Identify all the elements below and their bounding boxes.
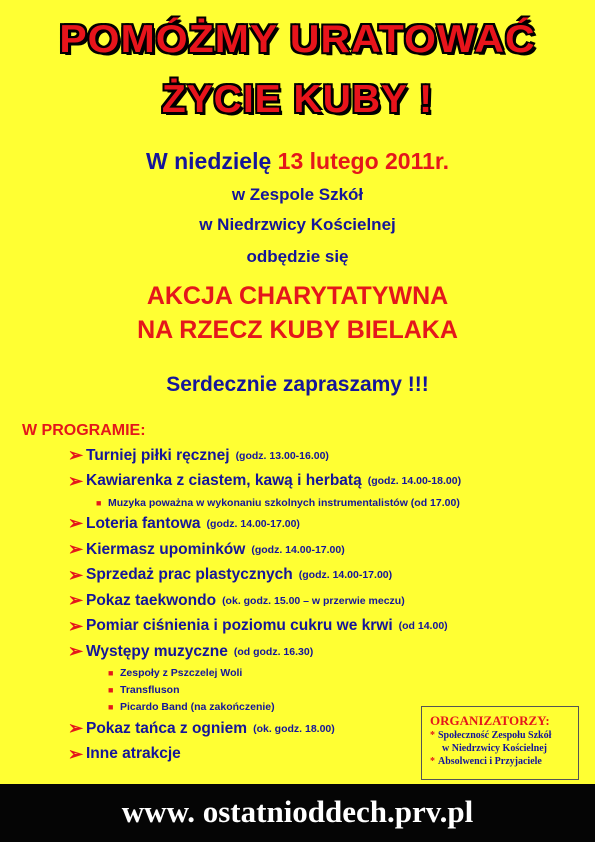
program-item-label: Inne atrakcje — [86, 745, 181, 763]
program-item-note: (godz. 14.00-18.00) — [367, 475, 462, 488]
footer-bar — [0, 784, 595, 842]
program-subitem-label: Muzyka poważna w wykonaniu szkolnych instrumentalistów (od 17.00) — [108, 496, 460, 509]
asterisk-icon: * — [430, 730, 435, 741]
program-item-note: (ok. godz. 18.00) — [253, 722, 335, 735]
program-item — [68, 443, 588, 469]
arrow-right-icon: ➢ — [68, 590, 84, 611]
arrow-right-icon: ➢ — [68, 445, 84, 466]
location-line-2: w Niedrzwicy Kościelnej — [199, 215, 396, 234]
program-item-note: (od godz. 16.30) — [233, 645, 314, 658]
asterisk-icon: * — [430, 756, 435, 767]
program-item — [68, 469, 588, 495]
program-item-note: (godz. 13.00-16.00) — [235, 449, 329, 462]
invitation-line: Serdecznie zapraszamy !!! — [166, 373, 429, 396]
program-item-note: (od 14.00) — [398, 620, 448, 633]
program-item — [68, 511, 588, 537]
program-item-label: Pokaz tańca z ogniem — [86, 719, 248, 737]
arrow-right-icon: ➢ — [68, 513, 84, 534]
headline-line-1: POMÓŻMY URATOWAĆ — [59, 18, 536, 61]
program-item-label: Turniej piłki ręcznej — [86, 446, 230, 464]
organizer-name: Społeczność Zespołu Szkół — [438, 730, 552, 741]
program-item-label: Kiermasz upominków — [86, 540, 246, 558]
action-line-2: NA RZECZ KUBY BIELAKA — [137, 316, 458, 344]
program-subitem-label: Transfluson — [120, 684, 180, 697]
program-item — [68, 562, 588, 588]
program-item-label: Pokaz taekwondo — [86, 591, 217, 609]
square-bullet-icon: ■ — [108, 685, 114, 696]
organizer-name: Absolwenci i Przyjaciele — [438, 756, 542, 767]
arrow-right-icon: ➢ — [68, 641, 84, 662]
program-item-note: (godz. 14.00-17.00) — [298, 569, 393, 582]
arrow-right-icon: ➢ — [68, 718, 84, 739]
event-date: 13 lutego 2011r. — [277, 148, 449, 174]
program-item-label: Loteria fantowa — [86, 514, 201, 532]
arrow-right-icon: ➢ — [68, 743, 84, 764]
program-item — [68, 614, 588, 640]
program-item — [68, 588, 588, 614]
square-bullet-icon: ■ — [108, 668, 114, 679]
program-heading: W PROGRAMIE: — [22, 422, 146, 439]
program-subitem — [68, 682, 588, 699]
program-subitem-label: Zespoły z Pszczelej Woli — [120, 667, 243, 680]
program-item — [68, 639, 588, 665]
arrow-right-icon: ➢ — [68, 470, 84, 491]
program-item — [68, 537, 588, 563]
organizer-line-continued: w Niedrzwicy Kościelnej — [442, 743, 547, 754]
organizer-line — [430, 729, 578, 742]
square-bullet-icon: ■ — [96, 497, 102, 508]
headline-line-2: ŻYCIE KUBY ! — [161, 78, 434, 121]
verb-line: odbędzie się — [246, 247, 349, 266]
organizers-title: ORGANIZATORZY: — [430, 713, 550, 728]
action-line-1: AKCJA CHARYTATYWNA — [146, 282, 449, 310]
program-subitem-label: Picardo Band (na zakończenie) — [120, 701, 275, 714]
arrow-right-icon: ➢ — [68, 564, 84, 585]
arrow-right-icon: ➢ — [68, 615, 84, 636]
event-date-line — [0, 148, 595, 175]
program-item-note: (godz. 14.00-17.00) — [206, 517, 300, 530]
program-subitem — [68, 494, 588, 511]
arrow-right-icon: ➢ — [68, 539, 84, 560]
program-item-label: Kawiarenka z ciastem, kawą i herbatą — [86, 472, 362, 490]
organizer-line — [430, 755, 578, 768]
program-item-note: (ok. godz. 15.00 – w przerwie meczu) — [222, 594, 405, 607]
date-prefix: W niedzielę — [146, 148, 278, 174]
website-url: www. ostatnioddech.prv.pl — [121, 794, 474, 829]
organizers-box — [421, 706, 579, 780]
program-item-label: Pomiar ciśnienia i poziomu cukru we krwi — [86, 617, 393, 635]
program-item-label: Sprzedaż prac plastycznych — [86, 566, 293, 584]
square-bullet-icon: ■ — [108, 702, 114, 713]
program-subitem — [68, 665, 588, 682]
location-line-1: w Zespole Szkół — [231, 185, 364, 204]
program-item-label: Występy muzyczne — [86, 642, 228, 660]
program-item-note: (godz. 14.00-17.00) — [251, 543, 345, 556]
